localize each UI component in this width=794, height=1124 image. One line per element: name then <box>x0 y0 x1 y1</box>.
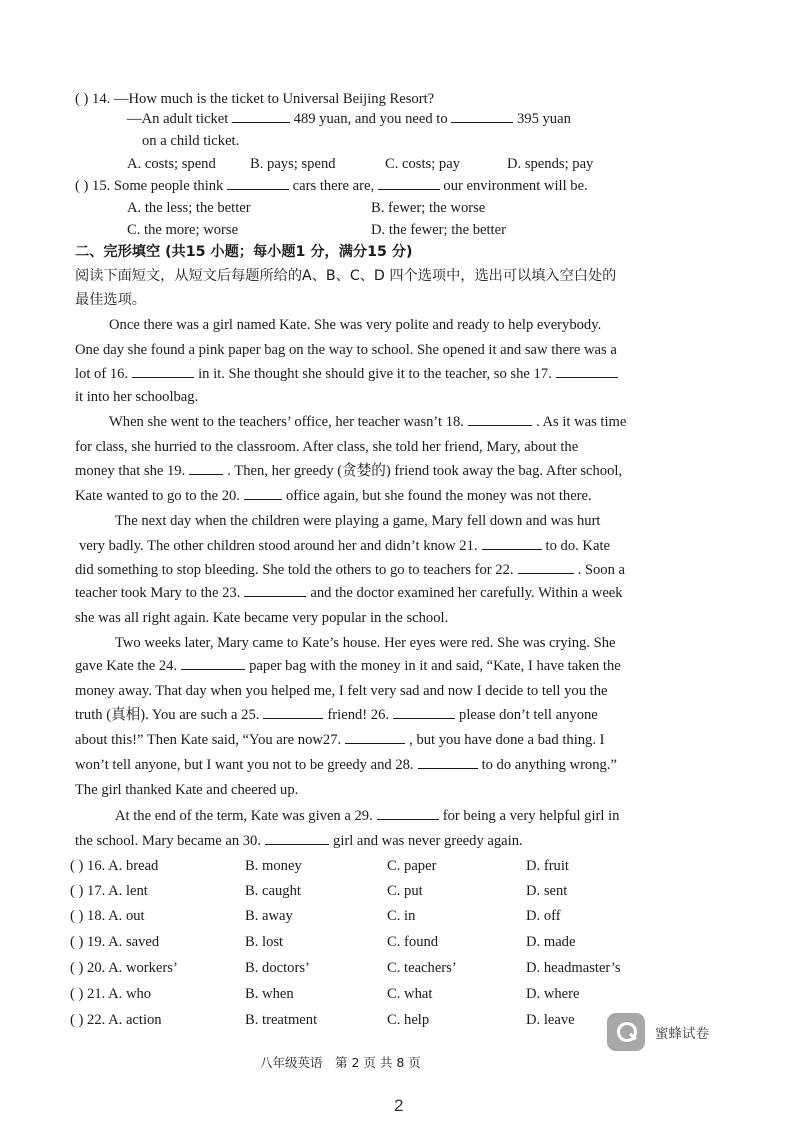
passage-line: she was all right again. Kate became very popular in the school. <box>75 610 449 626</box>
choice-option-b: B. lost <box>245 934 284 950</box>
passage-line: Once there was a girl named Kate. She was very polite and ready to help everybody. <box>109 317 602 333</box>
q14-option-b: B. pays; spend <box>250 156 336 172</box>
choice-option-c: C. help <box>387 1012 430 1028</box>
passage-line: did something to stop bleeding. She told the others to go to teachers for 22. . Soon a <box>75 562 625 578</box>
answer-blank <box>345 731 405 744</box>
passage-line: Kate wanted to go to the 20. office again, but she found the money was not there. <box>75 488 592 504</box>
choice-option-b: B. caught <box>245 883 301 899</box>
passage-line: One day she found a pink paper bag on the way to school. She opened it and saw there was a <box>75 342 617 358</box>
answer-blank <box>518 561 574 574</box>
answer-blank <box>418 756 478 769</box>
answer-blank <box>482 537 542 550</box>
answer-blank <box>451 110 513 123</box>
passage-line: The girl thanked Kate and cheered up. <box>75 782 299 798</box>
passage-line: for class, she hurried to the classroom. After class, she told her friend, Mary, about the <box>75 439 579 455</box>
choice-option-c: C. put <box>387 883 423 899</box>
choice-option-b: B. away <box>245 908 293 924</box>
passage-line: it into her schoolbag. <box>75 389 199 405</box>
answer-blank <box>189 462 223 475</box>
answer-blank <box>181 657 245 670</box>
answer-blank <box>263 706 323 719</box>
choice-option-c: C. paper <box>387 858 437 874</box>
choice-option-c: C. in <box>387 908 416 924</box>
q14-option-c: C. costs; pay <box>385 156 460 172</box>
watermark <box>607 1013 709 1051</box>
answer-blank <box>244 487 282 500</box>
choice-option-d: D. leave <box>526 1012 575 1028</box>
q15-option-d: D. the fewer; the better <box>371 222 506 238</box>
answer-blank <box>378 177 440 190</box>
choice-question-option-a: ( ) 21. A. who <box>70 986 152 1002</box>
choice-option-d: D. headmaster’s <box>526 960 621 976</box>
passage-line: The next day when the children were playing a game, Mary fell down and was hurt <box>115 513 601 529</box>
choice-option-b: B. doctors’ <box>245 960 310 976</box>
page-footer: 八年级英语 第 2 页 共 8 页 <box>260 1055 421 1070</box>
answer-blank <box>232 110 290 123</box>
section-heading: 二、完形填空 (共15 小题；每小题1 分，满分15 分) <box>75 244 413 260</box>
choice-option-b: B. when <box>245 986 294 1002</box>
question-14-line2: —An adult ticket 489 yuan, and you need to 395 yuan <box>127 111 571 127</box>
passage-line: about this!” Then Kate said, “You are now27. , but you have done a bad thing. I <box>75 732 605 748</box>
choice-option-d: D. sent <box>526 883 568 899</box>
passage-line: Two weeks later, Mary came to Kate’s house. Her eyes were red. She was crying. She <box>115 635 616 651</box>
choice-question-option-a: ( ) 20. A. workers’ <box>70 960 178 976</box>
answer-blank <box>468 413 532 426</box>
choice-option-c: C. found <box>387 934 439 950</box>
passage-line: teacher took Mary to the 23. and the doctor examined her carefully. Within a week <box>75 585 623 601</box>
passage-line: truth (真相). You are such a 25. friend! 26. please don’t tell anyone <box>75 707 598 723</box>
passage-line: won’t tell anyone, but I want you not to be greedy and 28. to do anything wrong.” <box>75 757 617 773</box>
answer-blank <box>265 832 329 845</box>
answer-blank <box>556 365 618 378</box>
page-number: 2 <box>394 1096 404 1115</box>
passage-line: lot of 16. in it. She thought she should give it to the teacher, so she 17. <box>75 365 622 383</box>
choice-option-b: B. treatment <box>245 1012 318 1028</box>
choice-question-option-a: ( ) 19. A. saved <box>70 934 160 950</box>
passage-line: money that she 19. . Then, her greedy (贪婪的) friend took away the bag. After school, <box>75 463 623 479</box>
choice-option-d: D. where <box>526 986 580 1002</box>
q15-option-b: B. fewer; the worse <box>371 200 486 216</box>
question-15-stem: ( ) 15. Some people think cars there are, our environment will be. <box>75 178 588 194</box>
choice-question-option-a: ( ) 22. A. action <box>70 1012 162 1028</box>
choice-option-d: D. off <box>526 908 561 924</box>
choice-option-c: C. what <box>387 986 433 1002</box>
choice-question-option-a: ( ) 17. A. lent <box>70 883 148 899</box>
answer-blank <box>244 584 306 597</box>
answer-blank <box>393 706 455 719</box>
section-instructions-1: 阅读下面短文，从短文后每题所给的A、B、C、D 四个选项中，选出可以填入空白处的 <box>75 268 617 284</box>
q14-option-a: A. costs; spend <box>127 156 216 172</box>
q15-option-a: A. the less; the better <box>127 200 251 216</box>
search-logo-icon <box>607 1013 645 1051</box>
choice-question-option-a: ( ) 18. A. out <box>70 908 145 924</box>
choice-option-d: D. fruit <box>526 858 569 874</box>
question-14-line3: on a child ticket. <box>142 133 240 149</box>
answer-blank <box>227 177 289 190</box>
choice-option-c: C. teachers’ <box>387 960 457 976</box>
q15-option-c: C. the more; worse <box>127 222 239 238</box>
question-14-stem: ( ) 14. —How much is the ticket to Universal Beijing Resort? <box>75 91 435 107</box>
section-instructions-2: 最佳选项。 <box>75 292 146 308</box>
passage-line: the school. Mary became an 30. girl and was never greedy again. <box>75 833 523 849</box>
choice-option-b: B. money <box>245 858 302 874</box>
passage-line: When she went to the teachers’ office, her teacher wasn’t 18. . As it was time <box>109 414 627 430</box>
passage-line: very badly. The other children stood around her and didn’t know 21. to do. Kate <box>79 538 610 554</box>
answer-blank <box>377 807 439 820</box>
passage-line: money away. That day when you helped me, I felt very sad and now I decide to tell you the <box>75 683 608 699</box>
choice-option-d: D. made <box>526 934 576 950</box>
answer-blank <box>132 365 194 378</box>
passage-line: gave Kate the 24. paper bag with the money in it and said, “Kate, I have taken the <box>75 658 621 674</box>
choice-question-option-a: ( ) 16. A. bread <box>70 858 159 874</box>
watermark-text: 蜜蜂试卷 <box>655 1026 709 1042</box>
q14-option-d: D. spends; pay <box>507 156 594 172</box>
passage-line: At the end of the term, Kate was given a 29. for being a very helpful girl in <box>115 808 620 824</box>
